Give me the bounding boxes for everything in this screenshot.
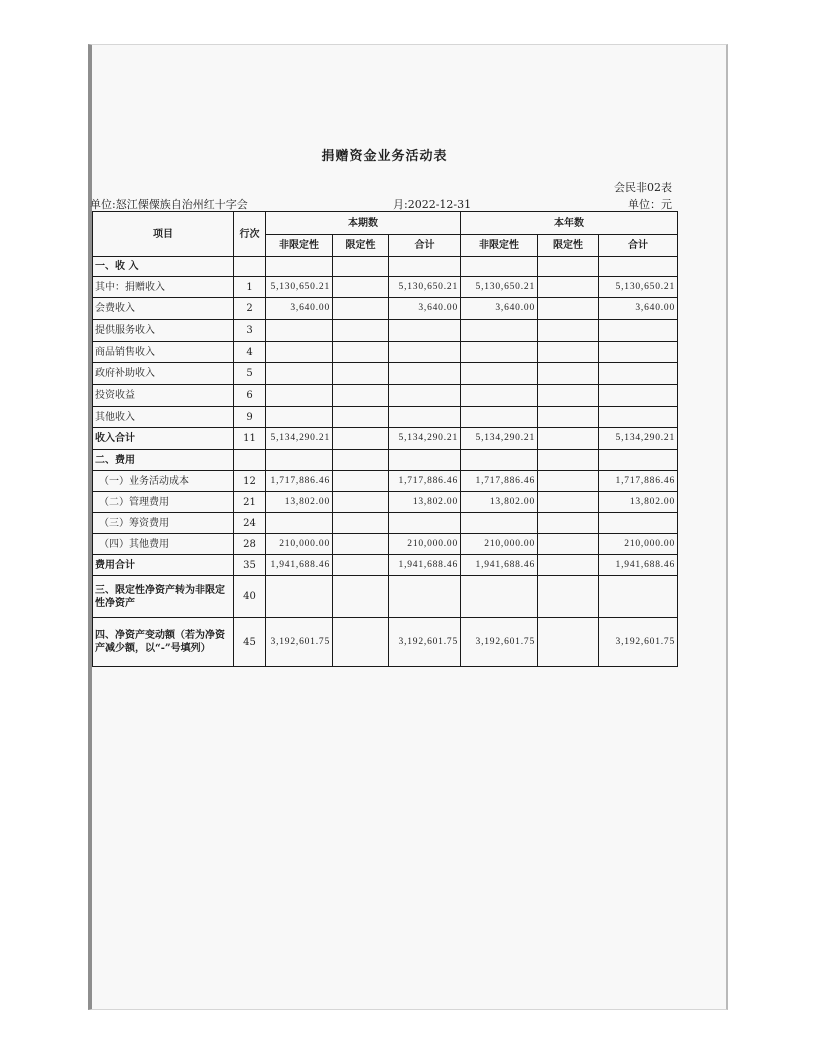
cell-item: 政府补助收入 xyxy=(93,363,234,385)
cell-year-restricted xyxy=(538,555,599,576)
header-current-total: 合计 xyxy=(389,235,461,257)
cell-current-restricted xyxy=(333,513,389,534)
cell-year-restricted xyxy=(538,618,599,667)
cell-year-total: 3,192,601.75 xyxy=(599,618,678,667)
header-year-unrestricted: 非限定性 xyxy=(461,235,538,257)
cell-item: 其他收入 xyxy=(93,407,234,428)
cell-current-restricted xyxy=(333,320,389,342)
cell-current-restricted xyxy=(333,555,389,576)
cell-current-total xyxy=(389,576,461,618)
cell-item: 其中：捐赠收入 xyxy=(93,277,234,298)
table-row xyxy=(93,385,678,407)
header-current-unrestricted: 非限定性 xyxy=(266,235,333,257)
cell-line-no: 1 xyxy=(234,277,266,298)
cell-current-total xyxy=(389,385,461,407)
cell-current-total: 5,134,290.21 xyxy=(389,428,461,450)
reporting-unit: 单位:怒江傈僳族自治州红十字会 xyxy=(90,198,248,211)
cell-current-restricted xyxy=(333,576,389,618)
header-year-total: 合计 xyxy=(599,235,678,257)
cell-year-restricted xyxy=(538,298,599,320)
header-year-restricted: 限定性 xyxy=(538,235,599,257)
header-current-year: 本年数 xyxy=(461,212,678,235)
cell-year-restricted xyxy=(538,342,599,363)
table-row xyxy=(93,513,678,534)
cell-year-total xyxy=(599,342,678,363)
cell-year-unrestricted: 5,134,290.21 xyxy=(461,428,538,450)
table-row xyxy=(93,277,678,298)
table-row xyxy=(93,428,678,450)
table-row xyxy=(93,555,678,576)
cell-item: （三）筹资费用 xyxy=(93,513,234,534)
table-row xyxy=(93,450,678,471)
cell-year-restricted xyxy=(538,471,599,492)
cell-year-restricted xyxy=(538,534,599,555)
table-row xyxy=(93,471,678,492)
cell-current-total xyxy=(389,363,461,385)
cell-current-restricted xyxy=(333,534,389,555)
cell-line-no: 24 xyxy=(234,513,266,534)
currency-unit: 单位：元 xyxy=(628,198,672,211)
cell-current-total xyxy=(389,342,461,363)
table-row xyxy=(93,618,678,667)
header-current-restricted: 限定性 xyxy=(333,235,389,257)
cell-year-total xyxy=(599,257,678,277)
cell-item: （二）管理费用 xyxy=(93,492,234,513)
cell-year-restricted xyxy=(538,277,599,298)
cell-year-unrestricted xyxy=(461,576,538,618)
cell-line-no: 4 xyxy=(234,342,266,363)
cell-year-unrestricted xyxy=(461,385,538,407)
cell-current-unrestricted xyxy=(266,576,333,618)
cell-year-unrestricted xyxy=(461,450,538,471)
cell-year-restricted xyxy=(538,385,599,407)
cell-year-total xyxy=(599,576,678,618)
cell-year-total xyxy=(599,513,678,534)
cell-year-unrestricted xyxy=(461,363,538,385)
cell-current-unrestricted xyxy=(266,513,333,534)
cell-year-total xyxy=(599,407,678,428)
table-row xyxy=(93,320,678,342)
header-item: 项目 xyxy=(93,212,234,257)
cell-year-total: 13,802.00 xyxy=(599,492,678,513)
cell-year-unrestricted: 3,640.00 xyxy=(461,298,538,320)
cell-year-unrestricted xyxy=(461,407,538,428)
cell-line-no xyxy=(234,450,266,471)
cell-current-unrestricted xyxy=(266,385,333,407)
cell-current-unrestricted: 1,941,688.46 xyxy=(266,555,333,576)
cell-year-unrestricted: 5,130,650.21 xyxy=(461,277,538,298)
cell-current-restricted xyxy=(333,277,389,298)
cell-item: 一、收 入 xyxy=(93,257,234,277)
cell-year-total: 1,941,688.46 xyxy=(599,555,678,576)
cell-year-unrestricted: 1,717,886.46 xyxy=(461,471,538,492)
cell-year-restricted xyxy=(538,513,599,534)
cell-line-no: 9 xyxy=(234,407,266,428)
cell-current-unrestricted: 13,802.00 xyxy=(266,492,333,513)
table-row xyxy=(93,342,678,363)
cell-current-unrestricted xyxy=(266,363,333,385)
cell-current-unrestricted xyxy=(266,450,333,471)
cell-year-total: 210,000.00 xyxy=(599,534,678,555)
cell-current-total: 5,130,650.21 xyxy=(389,277,461,298)
cell-current-restricted xyxy=(333,257,389,277)
cell-item: 二、费用 xyxy=(93,450,234,471)
activity-table xyxy=(92,211,678,667)
cell-line-no: 35 xyxy=(234,555,266,576)
cell-current-restricted xyxy=(333,342,389,363)
header-line-no: 行次 xyxy=(234,212,266,257)
table-row xyxy=(93,407,678,428)
cell-current-unrestricted: 1,717,886.46 xyxy=(266,471,333,492)
cell-line-no: 12 xyxy=(234,471,266,492)
cell-current-restricted xyxy=(333,471,389,492)
cell-year-total: 5,134,290.21 xyxy=(599,428,678,450)
cell-year-total xyxy=(599,320,678,342)
cell-current-unrestricted: 3,640.00 xyxy=(266,298,333,320)
cell-year-total xyxy=(599,363,678,385)
cell-year-restricted xyxy=(538,320,599,342)
cell-current-total xyxy=(389,513,461,534)
cell-year-unrestricted: 1,941,688.46 xyxy=(461,555,538,576)
header-current-period: 本期数 xyxy=(266,212,461,235)
cell-line-no: 5 xyxy=(234,363,266,385)
cell-current-unrestricted: 5,134,290.21 xyxy=(266,428,333,450)
cell-year-unrestricted xyxy=(461,320,538,342)
cell-current-total xyxy=(389,450,461,471)
cell-item: 费用合计 xyxy=(93,555,234,576)
cell-current-total: 3,640.00 xyxy=(389,298,461,320)
cell-current-total: 210,000.00 xyxy=(389,534,461,555)
cell-item: 会费收入 xyxy=(93,298,234,320)
table-row xyxy=(93,363,678,385)
cell-current-restricted xyxy=(333,298,389,320)
cell-current-restricted xyxy=(333,428,389,450)
cell-year-total: 3,640.00 xyxy=(599,298,678,320)
table-row xyxy=(93,534,678,555)
cell-item: （四）其他费用 xyxy=(93,534,234,555)
table-row xyxy=(93,298,678,320)
table-row xyxy=(93,492,678,513)
cell-year-total xyxy=(599,385,678,407)
reporting-period: 月:2022-12-31 xyxy=(393,198,472,211)
cell-line-no: 11 xyxy=(234,428,266,450)
cell-year-restricted xyxy=(538,407,599,428)
cell-current-total xyxy=(389,257,461,277)
cell-line-no: 45 xyxy=(234,618,266,667)
cell-line-no: 3 xyxy=(234,320,266,342)
cell-current-restricted xyxy=(333,450,389,471)
cell-current-total: 1,941,688.46 xyxy=(389,555,461,576)
cell-current-restricted xyxy=(333,618,389,667)
cell-year-total: 5,130,650.21 xyxy=(599,277,678,298)
cell-year-restricted xyxy=(538,363,599,385)
cell-year-unrestricted xyxy=(461,257,538,277)
cell-current-total xyxy=(389,320,461,342)
form-code: 会民非02表 xyxy=(614,181,672,194)
cell-year-restricted xyxy=(538,428,599,450)
cell-current-total: 13,802.00 xyxy=(389,492,461,513)
cell-year-unrestricted xyxy=(461,513,538,534)
cell-current-restricted xyxy=(333,385,389,407)
cell-year-unrestricted: 13,802.00 xyxy=(461,492,538,513)
cell-line-no: 2 xyxy=(234,298,266,320)
document-title: 捐赠资金业务活动表 xyxy=(321,149,448,164)
cell-current-total: 1,717,886.46 xyxy=(389,471,461,492)
cell-year-restricted xyxy=(538,257,599,277)
table-row xyxy=(93,576,678,618)
cell-year-total xyxy=(599,450,678,471)
cell-item: 四、净资产变动额（若为净资产减少额，以“-”号填列） xyxy=(93,618,234,667)
cell-current-restricted xyxy=(333,363,389,385)
cell-item: 商品销售收入 xyxy=(93,342,234,363)
cell-current-restricted xyxy=(333,407,389,428)
cell-current-unrestricted xyxy=(266,407,333,428)
cell-line-no xyxy=(234,257,266,277)
cell-line-no: 28 xyxy=(234,534,266,555)
cell-year-restricted xyxy=(538,492,599,513)
cell-line-no: 6 xyxy=(234,385,266,407)
cell-year-restricted xyxy=(538,576,599,618)
cell-current-unrestricted xyxy=(266,342,333,363)
cell-current-restricted xyxy=(333,492,389,513)
cell-item: 三、限定性净资产转为非限定性净资产 xyxy=(93,576,234,618)
cell-year-total: 1,717,886.46 xyxy=(599,471,678,492)
cell-year-unrestricted xyxy=(461,342,538,363)
cell-item: 提供服务收入 xyxy=(93,320,234,342)
cell-current-total xyxy=(389,407,461,428)
cell-current-unrestricted: 210,000.00 xyxy=(266,534,333,555)
cell-year-unrestricted: 210,000.00 xyxy=(461,534,538,555)
cell-current-unrestricted: 3,192,601.75 xyxy=(266,618,333,667)
cell-item: 收入合计 xyxy=(93,428,234,450)
cell-line-no: 40 xyxy=(234,576,266,618)
table-row xyxy=(93,257,678,277)
cell-item: 投资收益 xyxy=(93,385,234,407)
cell-current-unrestricted xyxy=(266,320,333,342)
cell-item: （一）业务活动成本 xyxy=(93,471,234,492)
cell-current-total: 3,192,601.75 xyxy=(389,618,461,667)
cell-current-unrestricted xyxy=(266,257,333,277)
cell-year-unrestricted: 3,192,601.75 xyxy=(461,618,538,667)
cell-year-restricted xyxy=(538,450,599,471)
cell-line-no: 21 xyxy=(234,492,266,513)
header-row-groups xyxy=(93,212,678,235)
cell-current-unrestricted: 5,130,650.21 xyxy=(266,277,333,298)
